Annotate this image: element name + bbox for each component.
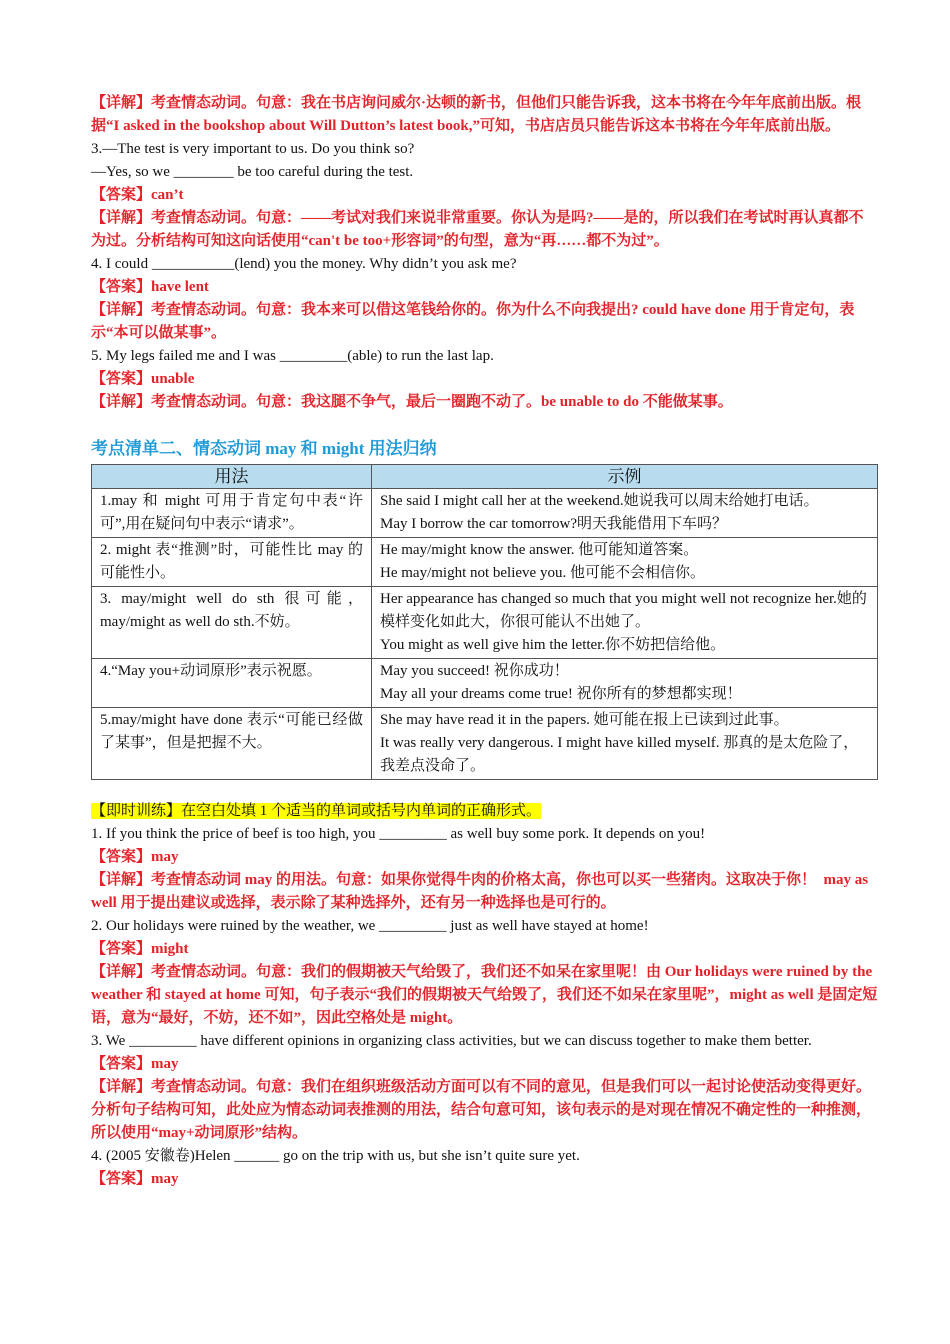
examples-cell — [372, 659, 878, 708]
top-answer-line: 【详解】考查情态动词。句意：我本来可以借这笔钱给你的。你为什么不向我提出? could have done 用于肯定句，表示“本可以做某事”。 — [91, 302, 855, 341]
table-header-examples: 示例 — [372, 465, 878, 489]
practice-question-line: 4. (2005 安徽卷)Helen ______ go on the trip with us, but she isn’t quite sure yet. — [91, 1148, 580, 1164]
table-row — [92, 708, 878, 780]
usage-table — [91, 464, 878, 780]
practice-answer-line: 【答案】may — [91, 1056, 179, 1072]
examples-cell — [372, 538, 878, 587]
practice-answer-line: 【答案】may — [91, 849, 179, 865]
practice-answer-line: 【详解】考查情态动词 may 的用法。句意：如果你觉得牛肉的价格太高，你也可以买一些猪肉。这取决于你！ may as well 用于提出建议或选择，表示除了某种选择外，还有另一种选择也是可行的。 — [91, 872, 872, 911]
example-sentence: She may have read it in the papers. 她可能在报上已读到过此事。 — [380, 712, 789, 728]
examples-cell — [372, 587, 878, 659]
usage-cell: 4.“May you+动词原形”表示祝愿。 — [92, 659, 372, 708]
example-sentence: May all your dreams come true! 祝你所有的梦想都实现！ — [380, 686, 742, 702]
examples-cell — [372, 489, 878, 538]
usage-cell: 2. might 表“推测”时，可能性比 may 的可能性小。 — [92, 538, 372, 587]
table-row — [92, 659, 878, 708]
top-question-line: 3.—The test is very important to us. Do you think so? — [91, 141, 415, 157]
practice-question-line: 2. Our holidays were ruined by the weather, we _________ just as well have stayed at home! — [91, 918, 649, 934]
examples-cell — [372, 708, 878, 780]
top-answer-line: 【详解】考查情态动词。句意：——考试对我们来说非常重要。你认为是吗?——是的，所以我们在考试时再认真都不为过。分析结构可知这向话使用“can't be too+形容词”的句型，意为“再……都不为过”。 — [91, 210, 864, 249]
top-answer-line: 【答案】unable — [91, 371, 195, 387]
example-sentence: He may/might not believe you. 他可能不会相信你。 — [380, 565, 705, 581]
top-question-line: 5. My legs failed me and I was _________(able) to run the last lap. — [91, 348, 494, 364]
practice-question-line: 3. We _________ have different opinions in organizing class activities, but we can discuss together to make them better. — [91, 1033, 812, 1049]
usage-cell: 1.may 和 might 可用于肯定句中表“许可”,用在疑问句中表示“请求”。 — [92, 489, 372, 538]
table-header-usage: 用法 — [92, 465, 372, 489]
top-answer-line: 【详解】考查情态动词。句意：我这腿不争气，最后一圈跑不动了。be unable to do 不能做某事。 — [91, 394, 733, 410]
practice-answer-line: 【详解】考查情态动词。句意：我们在组织班级活动方面可以有不同的意见，但是我们可以一起讨论使活动变得更好。分析句子结构可知，此处应为情态动词表推测的用法，结合句意可知，该句表示的是对现在情况不确定性的一种推测，所以使用“may+动词原形”结构。 — [91, 1079, 872, 1141]
table-header-row — [92, 465, 878, 489]
table-body — [92, 489, 878, 780]
practice-answer-line: 【详解】考查情态动词。句意：我们的假期被天气给毁了，我们还不如呆在家里呢！由 Our holidays were ruined by the weather 和 stayed at home 可知，句子表示“我们的假期被天气给毁了，我们还不如呆在家里呢”，might as well 是固定短语，意为“最好，不妨，还不如”，因此空格处是 might。 — [91, 964, 878, 1026]
table-row — [92, 538, 878, 587]
top-question-line: 4. I could ___________(lend) you the money. Why didn’t you ask me? — [91, 256, 517, 272]
practice-title-line — [91, 800, 878, 823]
top-question-line: —Yes, so we ________ be too careful during the test. — [91, 164, 414, 180]
answer-block-top — [91, 92, 878, 414]
usage-cell: 5.may/might have done 表示“可能已经做了某事”，但是把握不大。 — [92, 708, 372, 780]
example-sentence: She said I might call her at the weekend.她说我可以周末给她打电话。 — [380, 493, 819, 509]
document-page — [91, 92, 878, 1191]
example-sentence: Her appearance has changed so much that you might well not recognize her.她的模样变化如此大，你很可能认不出她了。 — [380, 591, 867, 630]
section-heading: 考点清单二、情态动词 may 和 might 用法归纳 — [91, 439, 437, 458]
practice-answer-line: 【答案】may — [91, 1171, 179, 1187]
practice-title: 【即时训练】在空白处填 1 个适当的单词或括号内单词的正确形式。 — [91, 803, 542, 819]
example-sentence: You might as well give him the letter.你不妨把信给他。 — [380, 637, 726, 653]
practice-block — [91, 823, 878, 1191]
practice-question-line: 1. If you think the price of beef is too high, you _________ as well buy some pork. It depends on you! — [91, 826, 706, 842]
example-sentence: May I borrow the car tomorrow?明天我能借用下车吗？ — [380, 516, 728, 532]
table-row — [92, 489, 878, 538]
example-sentence: It was really very dangerous. I might have killed myself. 那真的是太危险了，我差点没命了。 — [380, 735, 859, 774]
usage-cell: 3. may/might well do sth 很可能，may/might as well do sth.不妨。 — [92, 587, 372, 659]
table-row — [92, 587, 878, 659]
practice-answer-line: 【答案】might — [91, 941, 189, 957]
top-answer-line: 【答案】can’t — [91, 187, 184, 203]
top-answer-line: 【答案】have lent — [91, 279, 209, 295]
example-sentence: May you succeed! 祝你成功！ — [380, 663, 569, 679]
example-sentence: He may/might know the answer. 他可能知道答案。 — [380, 542, 699, 558]
top-answer-line: 【详解】考查情态动词。句意：我在书店询问威尔·达顿的新书，但他们只能告诉我，这本书将在今年年底前出版。根据“I asked in the bookshop about Will Dutton’s latest book,”可知，书店店员只能告诉这本书将在今年年底前出版。 — [91, 95, 862, 134]
